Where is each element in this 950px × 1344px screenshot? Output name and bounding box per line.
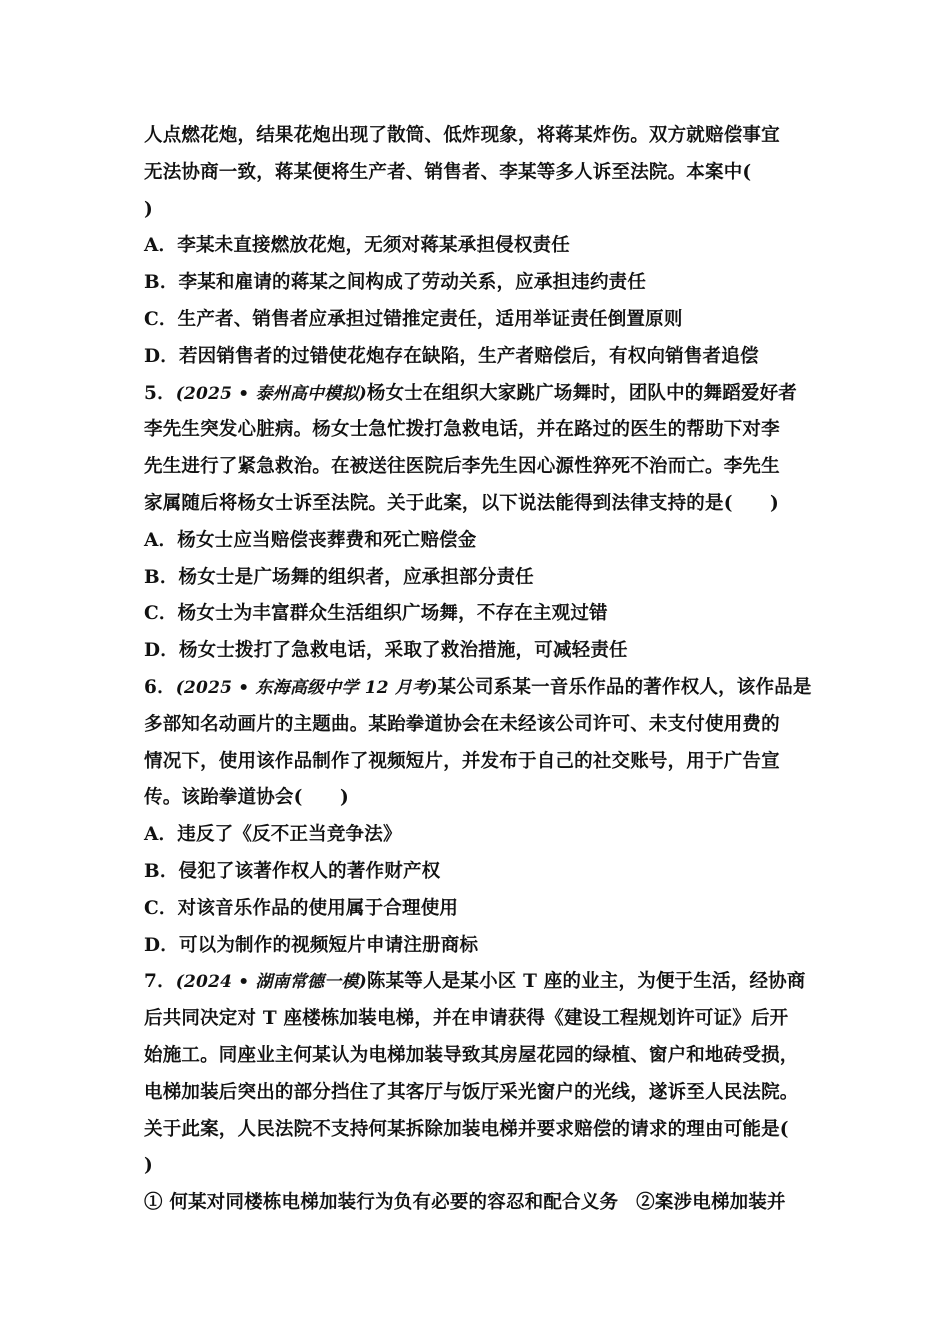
document-page <box>144 118 824 1222</box>
q5-number: 5． <box>144 382 176 404</box>
q6-option-a: A．违反了《反不正当竞争法》 <box>144 824 402 846</box>
q6-text-line: 多部知名动画片的主题曲。某跆拳道协会在未经该公司许可、未支付使用费的 <box>144 713 780 735</box>
q7-item-1: ① 何某对同楼栋电梯加装行为负有必要的容忍和配合义务 <box>144 1192 619 1214</box>
q7-text: 陈某等人是某小区 T 座的业主，为便于生活，经协商 <box>366 971 806 993</box>
q6-text-line: 传。该跆拳道协会( ) <box>144 787 349 809</box>
q7-text-line: 电梯加装后突出的部分挡住了其客厅与饭厅采光窗户的光线，遂诉至人民法院。 <box>144 1081 799 1103</box>
q7-text-line: 后共同决定对 T 座楼栋加装电梯，并在申请获得《建设工程规划许可证》后开 <box>144 1008 789 1030</box>
q5-option-c: C．杨女士为丰富群众生活组织广场舞，不存在主观过错 <box>144 603 608 625</box>
q5-text: 杨女士在组织大家跳广场舞时，团队中的舞蹈爱好者 <box>366 382 797 404</box>
q7-number: 7． <box>144 971 176 993</box>
q5-option-a: A．杨女士应当赔偿丧葬费和死亡赔偿金 <box>144 529 477 551</box>
q7-text-line: 始施工。同座业主何某认为电梯加装导致其房屋花园的绿植、窗户和地砖受损， <box>144 1044 799 1066</box>
q6-header-line <box>144 670 824 707</box>
q7-items-line <box>144 1185 824 1222</box>
q5-text-line: 李先生突发心脏病。杨女士急忙拨打急救电话，并在路过的医生的帮助下对李 <box>144 419 780 441</box>
q4-text-line: 无法协商一致，蒋某便将生产者、销售者、李某等多人诉至法院。本案中( <box>144 161 752 183</box>
q4-option-c: C．生产者、销售者应承担过错推定责任，适用举证责任倒置原则 <box>144 308 683 330</box>
q7-header-line <box>144 964 824 1001</box>
q5-text-line: 家属随后将杨女士诉至法院。关于此案，以下说法能得到法律支持的是( ) <box>144 492 780 514</box>
q6-source: (2025 • 东海高级中学 12 月考) <box>175 677 438 698</box>
q4-text-line: 人点燃花炮，结果花炮出现了散筒、低炸现象，将蒋某炸伤。双方就赔偿事宜 <box>144 125 780 146</box>
q5-text-line: 先生进行了紧急救治。在被送往医院后李先生因心源性猝死不治而亡。李先生 <box>144 456 780 478</box>
q4-option-a: A．李某未直接燃放花炮，无须对蒋某承担侵权责任 <box>144 235 570 257</box>
q4-option-d: D．若因销售者的过错使花炮存在缺陷，生产者赔偿后，有权向销售者追偿 <box>144 345 759 367</box>
q7-text-line: ) <box>144 1155 153 1177</box>
q6-text-line: 情况下，使用该作品制作了视频短片，并发布于自己的社交账号，用于广告宣 <box>144 750 780 772</box>
q7-item-2: ②案涉电梯加装并 <box>636 1192 786 1214</box>
q7-text-line: 关于此案，人民法院不支持何某拆除加装电梯并要求赔偿的请求的理由可能是( <box>144 1118 789 1140</box>
q6-text: 某公司系某一音乐作品的著作权人，该作品是 <box>437 676 812 698</box>
q6-option-b: B．侵犯了该著作权人的著作财产权 <box>144 860 441 882</box>
q6-option-c: C．对该音乐作品的使用属于合理使用 <box>144 897 459 919</box>
q6-option-d: D．可以为制作的视频短片申请注册商标 <box>144 934 479 956</box>
q4-text-line: ) <box>144 198 153 220</box>
q5-header-line <box>144 376 824 413</box>
q4-option-b: B．李某和雇请的蒋某之间构成了劳动关系，应承担违约责任 <box>144 272 647 294</box>
q5-source: (2025 • 泰州高中模拟) <box>175 383 367 404</box>
q5-option-b: B．杨女士是广场舞的组织者，应承担部分责任 <box>144 566 534 588</box>
q6-number: 6． <box>144 676 176 698</box>
q7-source: (2024 • 湖南常德一模) <box>175 972 367 993</box>
q5-option-d: D．杨女士拨打了急救电话，采取了救治措施，可减轻责任 <box>144 640 628 662</box>
